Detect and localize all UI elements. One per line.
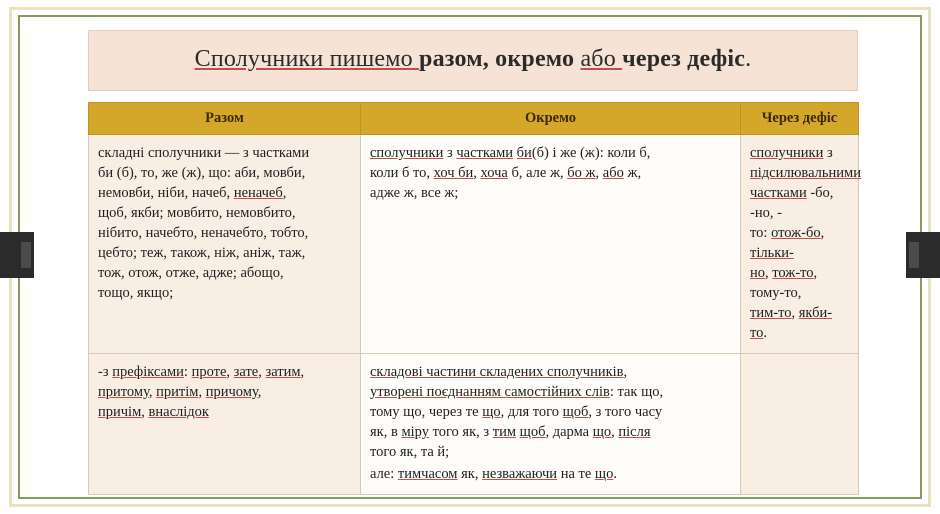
title-period: . — [745, 46, 752, 72]
cell-separately-compound-line2: але: тимчасом як, незважаючи на те що. — [370, 466, 617, 482]
title-words-cherez-defis: через дефіс — [622, 46, 746, 72]
title-word-spoluchnyky: Сполучники — [194, 46, 330, 72]
page-title — [99, 46, 847, 73]
cell-separately-compound-line1: складові частини складених сполучників, утворені поєднанням самостійних слів: так що, тому що, через те що, для того щоб, з того часу як, в міру того як, з тим щоб, дарма що, після того як, та й; — [370, 364, 664, 460]
slide-content — [88, 30, 861, 495]
table-header-row — [89, 103, 859, 135]
cell-hyphen-empty — [741, 354, 859, 495]
rules-table — [88, 102, 859, 495]
table-row — [89, 354, 859, 495]
cell-together-particles: складні сполучники — з частками би (б), то, же (ж), що: аби, мовби, немовби, ніби, начеб, неначеб, щоб, якби; мовбито, немовбито, нібито, начебто, неначебто, тобто, цебто; теж, також, ніж, аніж, таж, тож, отож, отже, адже; абощо, тощо, якщо; — [89, 135, 361, 354]
decorative-clamp-left — [0, 232, 34, 278]
column-header-together: Разом — [89, 103, 361, 135]
decorative-clamp-right — [906, 232, 940, 278]
title-word-abo: або — [580, 46, 623, 72]
cell-together-prefixes: -з префіксами: проте, зате, затим, притому, притім, причому, причім, внаслідок — [89, 354, 361, 495]
column-header-hyphen: Через дефіс — [741, 103, 859, 135]
title-word-pyshemo: пишемо — [329, 46, 420, 72]
cell-hyphen-particles: сполучники з підсилювальними частками -бо, -но, - то: отож-бо, тільки- но, тож-то, тому-то, тим-то, якби-то. — [741, 135, 859, 354]
table-row — [89, 135, 859, 354]
cell-separately-particles: сполучники з частками би(б) і же (ж): коли б, коли б то, хоч би, хоча б, але ж, бо ж, або ж, адже ж, все ж; — [361, 135, 741, 354]
title-box — [88, 30, 858, 91]
cell-separately-compound — [361, 354, 741, 495]
title-words-razom-okremo: разом, окремо — [419, 46, 581, 72]
column-header-separately: Окремо — [361, 103, 741, 135]
